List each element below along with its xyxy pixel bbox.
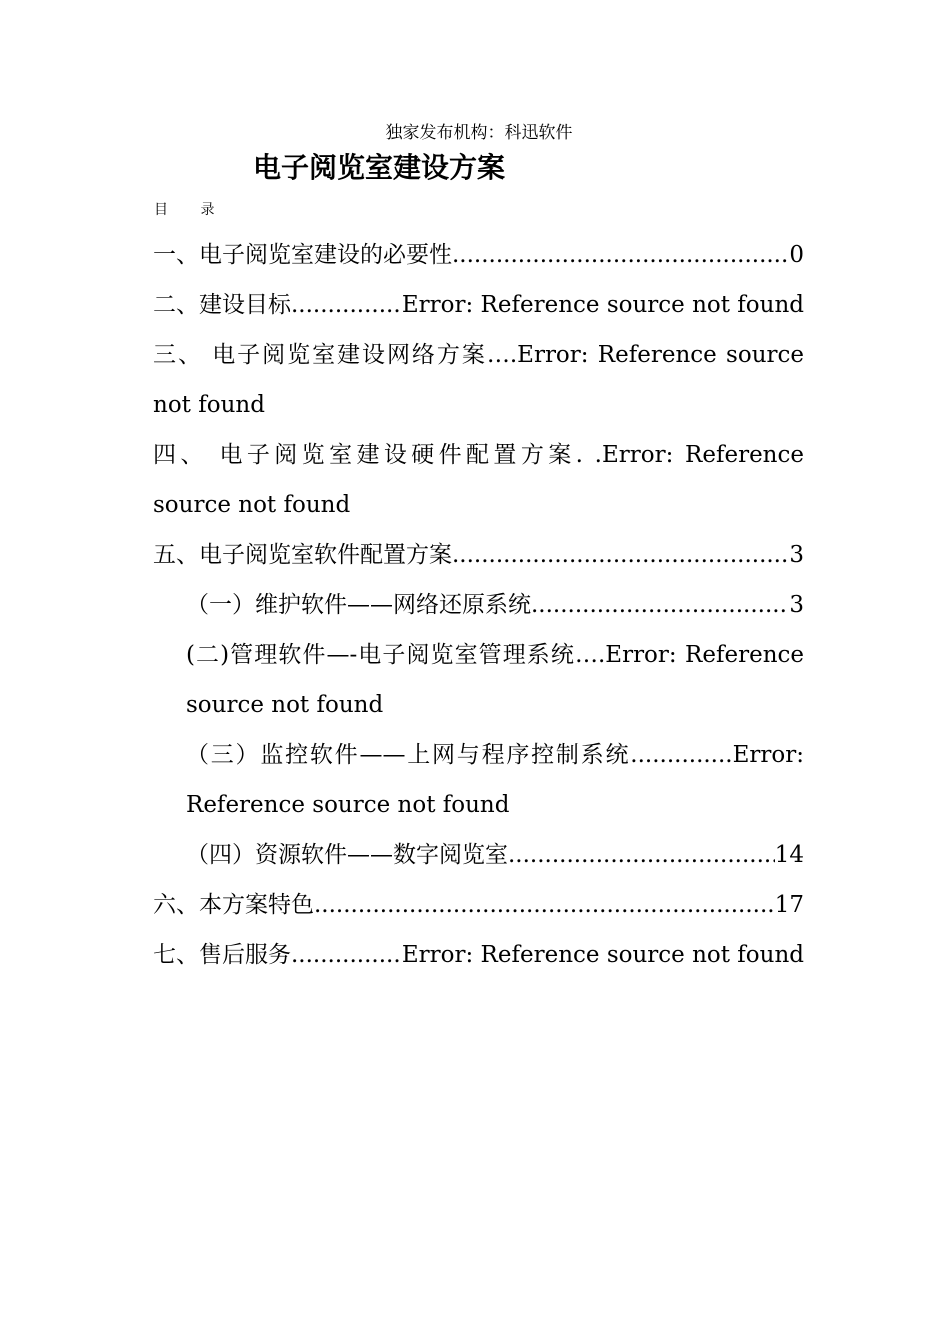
toc-page-ref: Error: Reference source not found [186, 742, 804, 818]
toc-page-ref: Error: Reference source not found [186, 642, 804, 718]
toc-leader-dots [452, 230, 789, 280]
toc-entry-label: 七、售后服务 [153, 942, 291, 968]
toc-entry-label: (二)管理软件—-电子阅览室管理系统 [186, 642, 575, 668]
toc-entry-label: 五、电子阅览室软件配置方案 [153, 542, 452, 568]
toc-entry-label: 一、电子阅览室建设的必要性 [153, 242, 452, 268]
toc-leader-dots [531, 580, 789, 630]
toc-leader-dots [314, 880, 775, 930]
toc-page-ref: Error: Reference source not found [401, 942, 804, 968]
toc-entry-label: 六、本方案特色 [153, 892, 314, 918]
toc-entry-monitoring-software[interactable] [153, 730, 804, 830]
toc-entry-software-plan[interactable] [153, 530, 804, 580]
toc-page-ref: 14 [774, 842, 804, 868]
toc-entry-network-plan[interactable] [153, 330, 804, 430]
toc-leader-dots [508, 830, 775, 880]
toc-entry-after-sales[interactable] [153, 930, 804, 980]
toc-leader-dots: . . [575, 442, 602, 468]
toc-entry-label: （四）资源软件——数字阅览室 [186, 842, 508, 868]
table-of-contents [153, 230, 804, 980]
toc-page-ref: 3 [789, 592, 804, 618]
publisher-line: 独家发布机构：科迅软件 [385, 123, 573, 143]
toc-leader-dots: …. [574, 642, 606, 668]
toc-entry-management-software[interactable] [153, 630, 804, 730]
toc-entry-hardware-plan[interactable] [153, 430, 804, 530]
toc-leader-dots: …. [486, 342, 518, 368]
toc-page-ref: 17 [774, 892, 804, 918]
toc-page-ref: 3 [789, 542, 804, 568]
toc-entry-label: 二、建设目标 [153, 292, 291, 318]
toc-entry-label: 四、 电子阅览室建设硬件配置方案 [153, 442, 576, 468]
toc-leader-dots [452, 530, 789, 580]
toc-entry-necessity[interactable] [153, 230, 804, 280]
toc-entry-resource-software[interactable] [153, 830, 804, 880]
toc-leader-dots [291, 280, 402, 330]
toc-heading: 目 录 [154, 202, 229, 218]
toc-leader-dots: .............. [630, 742, 733, 768]
document-title: 电子阅览室建设方案 [253, 151, 506, 184]
toc-entry-maintenance-software[interactable] [153, 580, 804, 630]
toc-entry-goals[interactable] [153, 280, 804, 330]
toc-leader-dots [291, 930, 402, 980]
toc-entry-features[interactable] [153, 880, 804, 930]
toc-entry-label: 三、 电子阅览室建设网络方案 [153, 342, 487, 368]
toc-page-ref: Error: Reference source not found [153, 342, 804, 418]
toc-page-ref: Error: Reference source not found [401, 292, 804, 318]
toc-entry-label: （一）维护软件——网络还原系统 [186, 592, 531, 618]
toc-entry-label: （三）监控软件——上网与程序控制系统 [186, 742, 631, 768]
toc-page-ref: 0 [789, 242, 804, 268]
toc-page-ref: Error: Reference source not found [153, 442, 804, 518]
